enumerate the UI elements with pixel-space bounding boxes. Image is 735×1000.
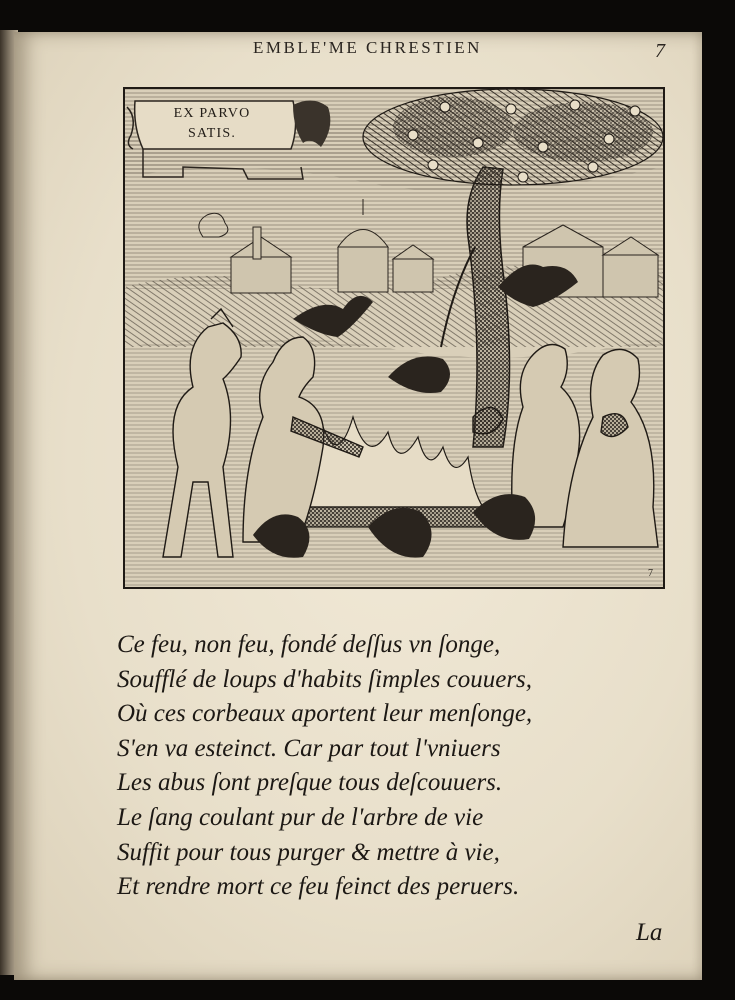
motto-line-1: EX PARVO <box>173 106 251 121</box>
running-head: EMBLE'ME CHRESTIEN <box>253 38 482 57</box>
emblem-motto <box>147 104 277 144</box>
page-number: 7 <box>655 40 665 62</box>
catchword: La <box>636 919 663 946</box>
verse-line: S'en va esteinct. Car par tout l'vniuers <box>117 734 501 762</box>
verse-line: Les abus ſont preſque tous deſcouuers. <box>117 769 503 797</box>
emblem-engraving <box>123 87 665 589</box>
verse-stanza <box>117 628 637 905</box>
verse-line: Ce feu, non feu, fondé deſſus vn ſonge, <box>117 631 501 658</box>
verse-line: Suffit pour tous purger & mettre à vie, <box>117 838 500 866</box>
tree-canopy <box>363 89 663 185</box>
verse-line: Soufflé de loups d'habits ſimples couuers, <box>117 665 533 693</box>
motto-line-2: SATIS. <box>187 126 237 141</box>
verse-line: Où ces corbeaux aportent leur menſonge, <box>117 700 533 728</box>
verse-line: Le ſang coulant pur de l'arbre de vie <box>117 803 484 831</box>
plate-number: 7 <box>648 568 653 579</box>
verse-line: Et rendre mort ce feu feinct des peruers. <box>117 873 520 901</box>
